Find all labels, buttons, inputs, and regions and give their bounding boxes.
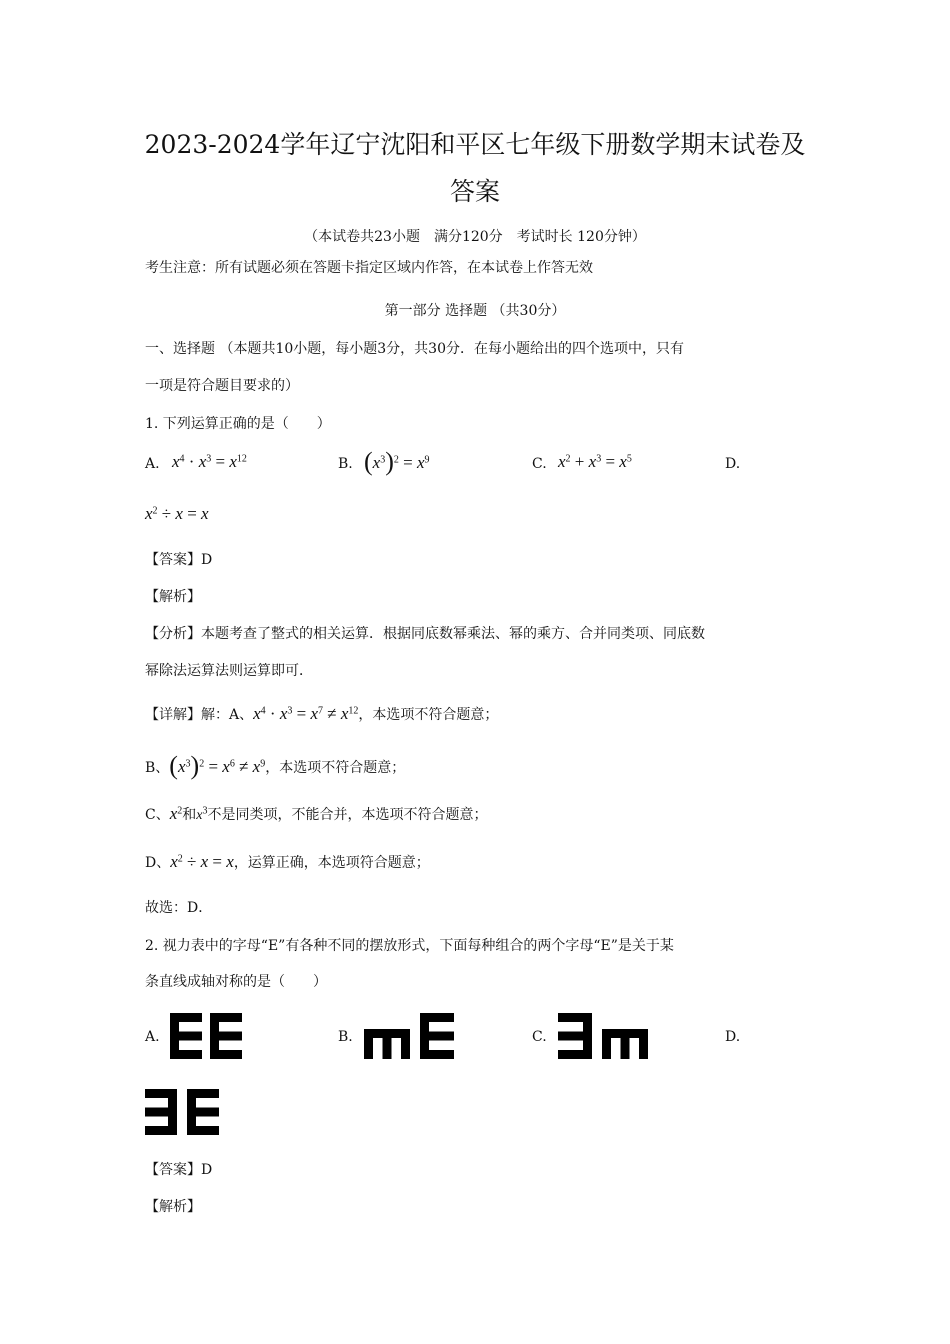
q2-option-c-label: C.: [532, 1029, 547, 1045]
q2-option-a-figure: [170, 1013, 242, 1059]
q1-option-a-formula: $x^4 \cdot x^3 = x^{12}$: [172, 452, 247, 471]
q1-option-a-label: A.: [145, 456, 160, 472]
q1-detail-d: D、$x^2 \div x = x$，运算正确，本选项符合题意；: [145, 852, 430, 871]
q2-option-d-figure: [145, 1089, 219, 1135]
exam-notice: 考生注意：所有试题必须在答题卡指定区域内作答，在本试卷上作答无效: [145, 260, 593, 276]
q1-option-b-formula: $(x^3)^2 = x^9$: [364, 447, 430, 476]
q2-analysis-tag: 【解析】: [145, 1199, 201, 1215]
q2-option-c-figure: [558, 1013, 648, 1059]
q1-option-c-label: C.: [532, 456, 547, 472]
q2-option-b-label: B.: [338, 1029, 353, 1045]
title-line-2: 答案: [449, 177, 500, 206]
q1-analysis-line-1: 【分析】本题考查了整式的相关运算．根据同底数幂乘法、幂的乘方、合并同类项、同底数: [145, 626, 705, 642]
q1-option-d-formula: $x^2 \div x = x$: [145, 504, 209, 523]
q1-option-d-label: D.: [725, 456, 741, 472]
q1-conclusion: 故选：D．: [145, 900, 213, 916]
q1-answer: 【答案】D: [145, 552, 213, 568]
exam-info: （本试卷共23小题 满分120分 考试时长 120分钟）: [304, 229, 646, 245]
section-intro-line-2: 一项是符合题目要求的）: [145, 378, 299, 394]
q1-detail-b: B、$(x^3)^2 = x^6 \ne x^9$，本选项不符合题意；: [145, 751, 406, 780]
q1-option-c-formula: $x^2 + x^3 = x^5$: [558, 452, 632, 471]
q2-option-d-label: D.: [725, 1029, 741, 1045]
q2-answer: 【答案】D: [145, 1162, 213, 1178]
q2-option-b-figure: [364, 1013, 454, 1059]
q1-detail-c: C、$x^2$和$x^3$不是同类项，不能合并，本选项不符合题意；: [145, 804, 488, 823]
q1-analysis-line-2: 幂除法运算法则运算即可．: [145, 663, 313, 679]
q2-stem-line-1: 2. 视力表中的字母“E”有各种不同的摆放形式，下面每种组合的两个字母“E”是关于某: [145, 938, 674, 954]
q1-option-b-label: B.: [338, 456, 353, 472]
q2-stem-line-2: 条直线成轴对称的是（ ）: [145, 974, 327, 990]
q1-detail-a: 【详解】解：A、$x^4 \cdot x^3 = x^7 \ne x^{12}$，本选项不符合题意；: [145, 704, 499, 723]
part-heading: 第一部分 选择题 （共30分）: [384, 303, 566, 319]
section-intro-line-1: 一、选择题 （本题共10小题，每小题3分，共30分．在每小题给出的四个选项中，只有: [145, 341, 684, 357]
title-line-1: 2023-2024学年辽宁沈阳和平区七年级下册数学期末试卷及: [144, 130, 806, 159]
q1-stem: 1. 下列运算正确的是（ ）: [145, 416, 331, 432]
q2-option-a-label: A.: [145, 1029, 160, 1045]
q1-analysis-tag: 【解析】: [145, 589, 201, 605]
